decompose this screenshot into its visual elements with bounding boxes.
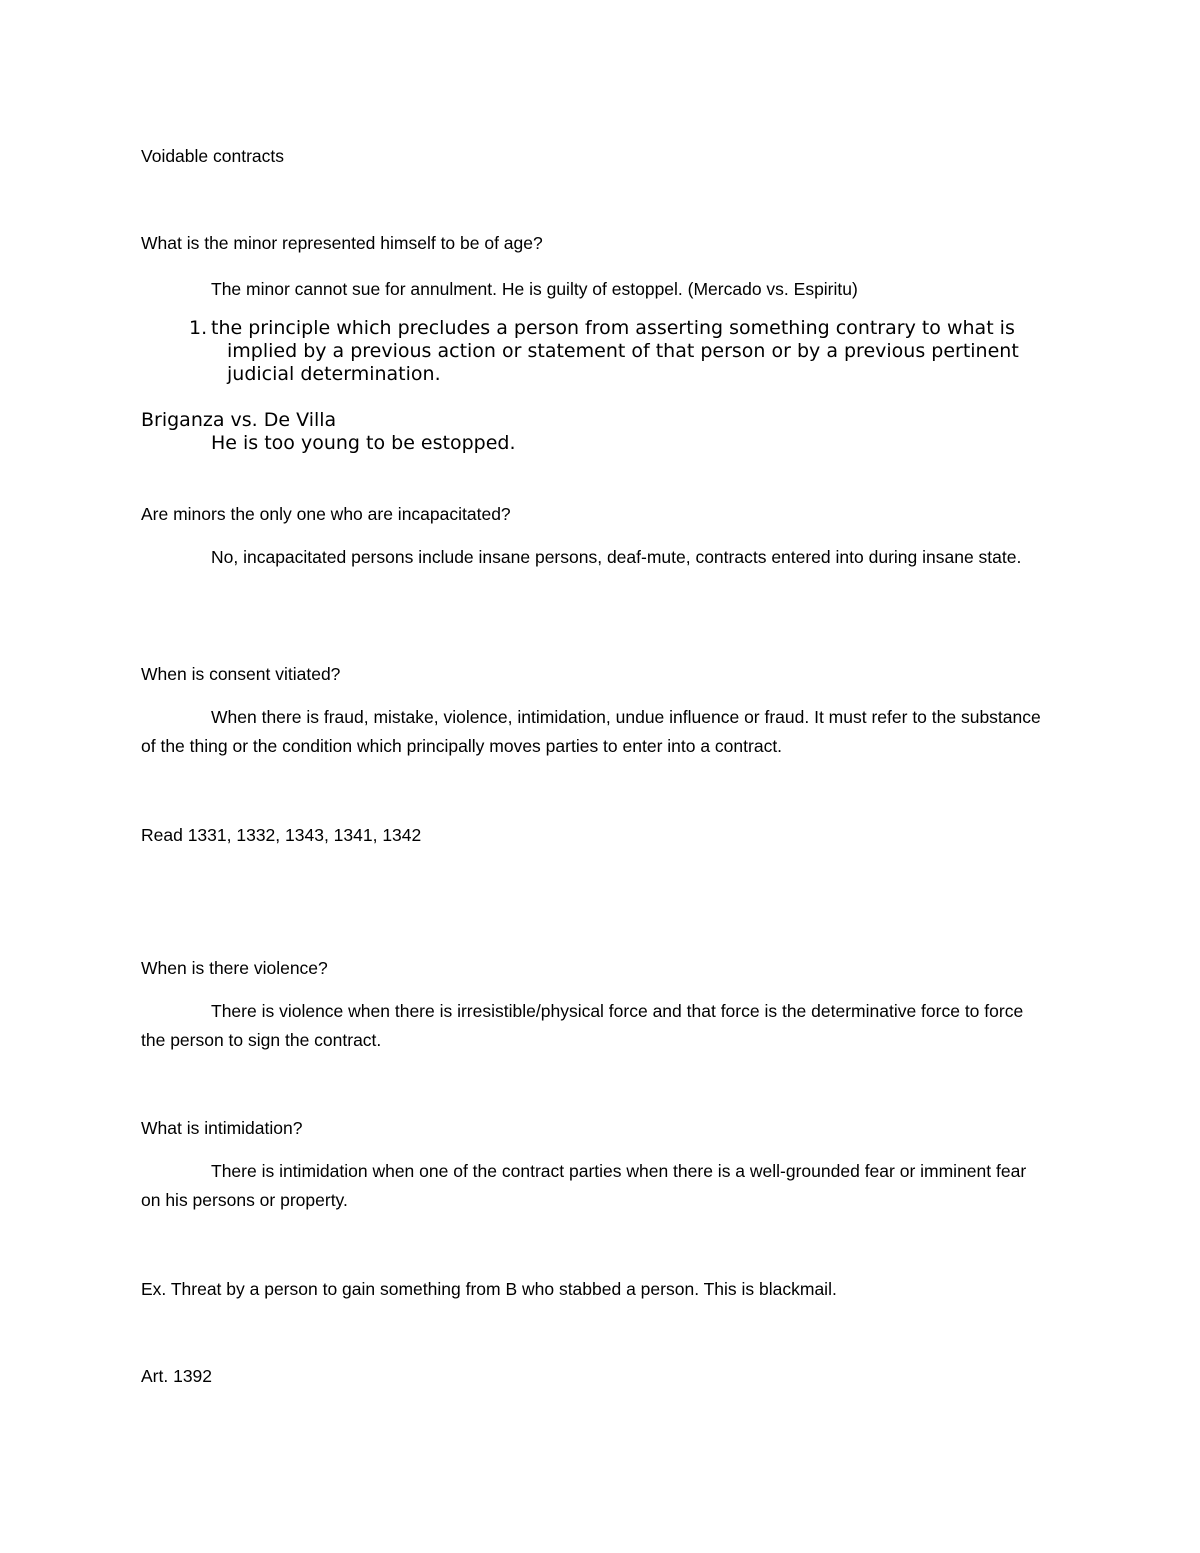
document-title: Voidable contracts [141,146,285,166]
case-note: He is too young to be estopped. [211,432,516,454]
answer-minor-age: The minor cannot sue for annulment. He is guilty of estoppel. (Mercado vs. Espiritu) [211,279,858,299]
answer-incapacitated: No, incapacitated persons include insane persons, deaf-mute, contracts entered into during insane state. [211,547,1022,567]
question-consent-vitiated: When is consent vitiated? [141,664,341,684]
list-number: 1. [189,317,208,339]
estoppel-definition-list-item [189,317,1069,389]
answer-intimidation: There is intimidation when one of the contract parties when there is a well-grounded fear or imminent fear on his persons or property. [141,1161,1027,1210]
estoppel-definition: the principle which precludes a person from asserting something contrary to what is implied by a previous action or statement of that person or by a previous pertinent judicial determination. [211,317,1019,385]
question-incapacitated: Are minors the only one who are incapacitated? [141,504,511,524]
answer-violence: There is violence when there is irresistible/physical force and that force is the determinative force to force the person to sign the contract. [141,1001,1024,1050]
read-articles-note: Read 1331, 1332, 1343, 1341, 1342 [141,825,422,845]
article-reference: Art. 1392 [141,1366,213,1386]
question-intimidation: What is intimidation? [141,1118,303,1138]
case-name: Briganza vs. De Villa [141,409,337,431]
question-violence: When is there violence? [141,958,328,978]
question-minor-age: What is the minor represented himself to be of age? [141,233,543,253]
example-blackmail: Ex. Threat by a person to gain something from B who stabbed a person. This is blackmail. [141,1279,837,1299]
answer-consent-vitiated: When there is fraud, mistake, violence, intimidation, undue influence or fraud. It must refer to the substance of the thing or the condition which principally moves parties to enter into a contract. [141,707,1041,756]
